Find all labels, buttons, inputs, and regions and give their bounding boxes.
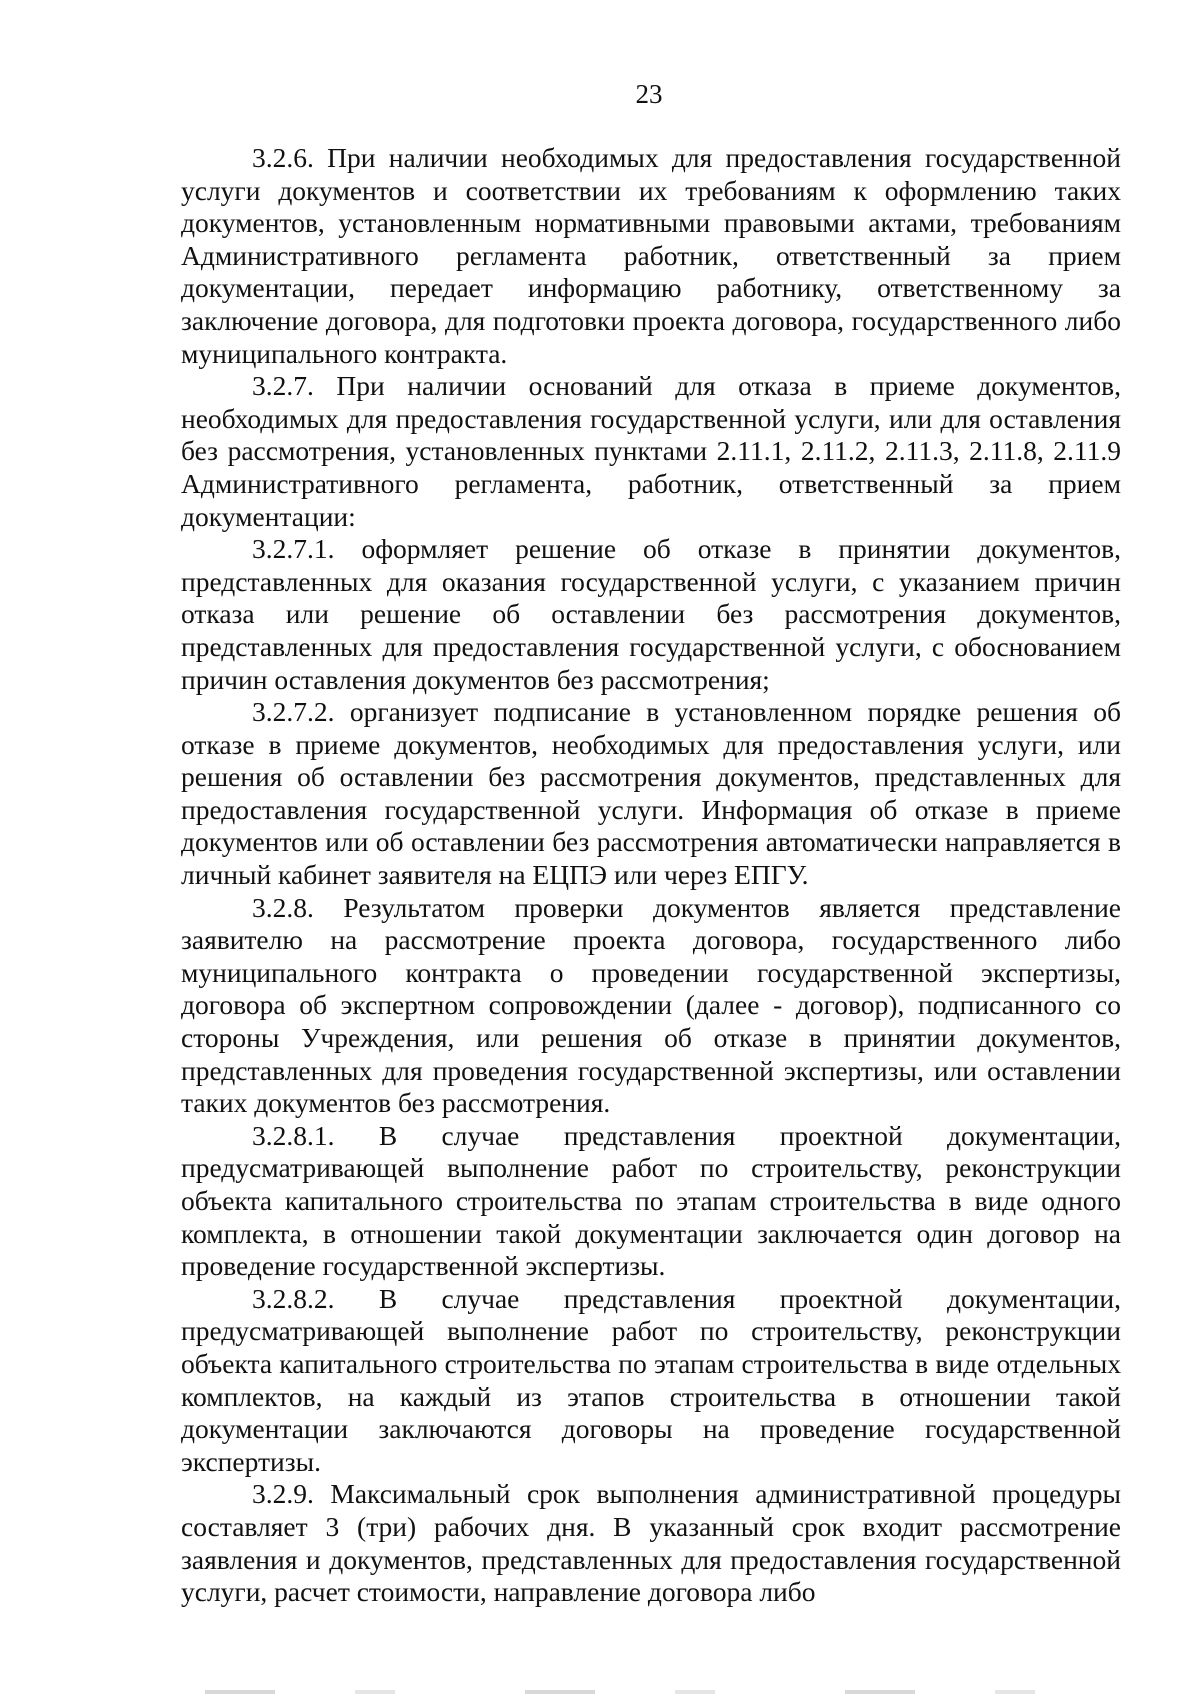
paragraph-3-2-8-1: 3.2.8.1. В случае представления проектной документации, предусматривающей выполнение работ по строительству, реконструкции объекта капитального строительства по этапам строительства в виде одного комплекта, в отношении такой документации заключается один договор на проведение государственной экспертизы. (181, 1119, 1121, 1282)
paragraph-3-2-7-2: 3.2.7.2. организует подписание в установленном порядке решения об отказе в приеме документов, необходимых для предоставления услуги, или решения об оставлении без рассмотрения документов, представленных для предоставления государственной услуги. Информация об отказе в приеме документов или об оставлении без рассмотрения автоматически направляется в личный кабинет заявителя на ЕЦПЭ или через ЕПГУ. (181, 696, 1121, 891)
scan-bottom-edge (205, 1690, 1135, 1694)
page-number: 23 (635, 79, 663, 109)
paragraph-3-2-8-2: 3.2.8.2. В случае представления проектной документации, предусматривающей выполнение работ по строительству, реконструкции объекта капитального строительства по этапам строительства в виде отдельных комплектов, на каждый из этапов строительства в отношении такой документации заключаются договоры на проведение государственной экспертизы. (181, 1282, 1121, 1477)
paragraph-3-2-7: 3.2.7. При наличии оснований для отказа в приеме документов, необходимых для предоставления государственной услуги, или для оставления без рассмотрения, установленных пунктами 2.11.1, 2.11.2, 2.11.3, 2.11.8, 2.11.9 Административного регламента, работник, ответственный за прием документации: (181, 370, 1121, 532)
paragraph-3-2-7-1: 3.2.7.1. оформляет решение об отказе в принятии документов, представленных для оказания государственной услуги, с указанием причин отказа или решение об оставлении без рассмотрения документов, представленных для предоставления государственной услуги, с обоснованием причин оставления документов без рассмотрения; (181, 533, 1121, 695)
paragraph-3-2-9: 3.2.9. Максимальный срок выполнения административной процедуры составляет 3 (три) рабочих дня. В указанный срок входит рассмотрение заявления и документов, представленных для предоставления государственной услуги, расчет стоимости, направление договора либо (181, 1478, 1121, 1608)
document-body (181, 142, 1121, 1609)
paragraph-3-2-6: 3.2.6. При наличии необходимых для предоставления государственной услуги документов и соответствии их требованиям к оформлению таких документов, установленным нормативными правовыми актами, требованиям Административного регламента работник, ответственный за прием документации, передает информацию работнику, ответственному за заключение договора, для подготовки проекта договора, государственного либо муниципального контракта. (181, 142, 1121, 369)
paragraph-3-2-8: 3.2.8. Результатом проверки документов является представление заявителю на рассмотрение проекта договора, государственного либо муниципального контракта о проведении государственной экспертизы, договора об экспертном сопровождении (далее - договор), подписанного со стороны Учреждения, или решения об отказе в принятии документов, представленных для проведения государственной экспертизы, или оставлении таких документов без рассмотрения. (181, 891, 1121, 1119)
